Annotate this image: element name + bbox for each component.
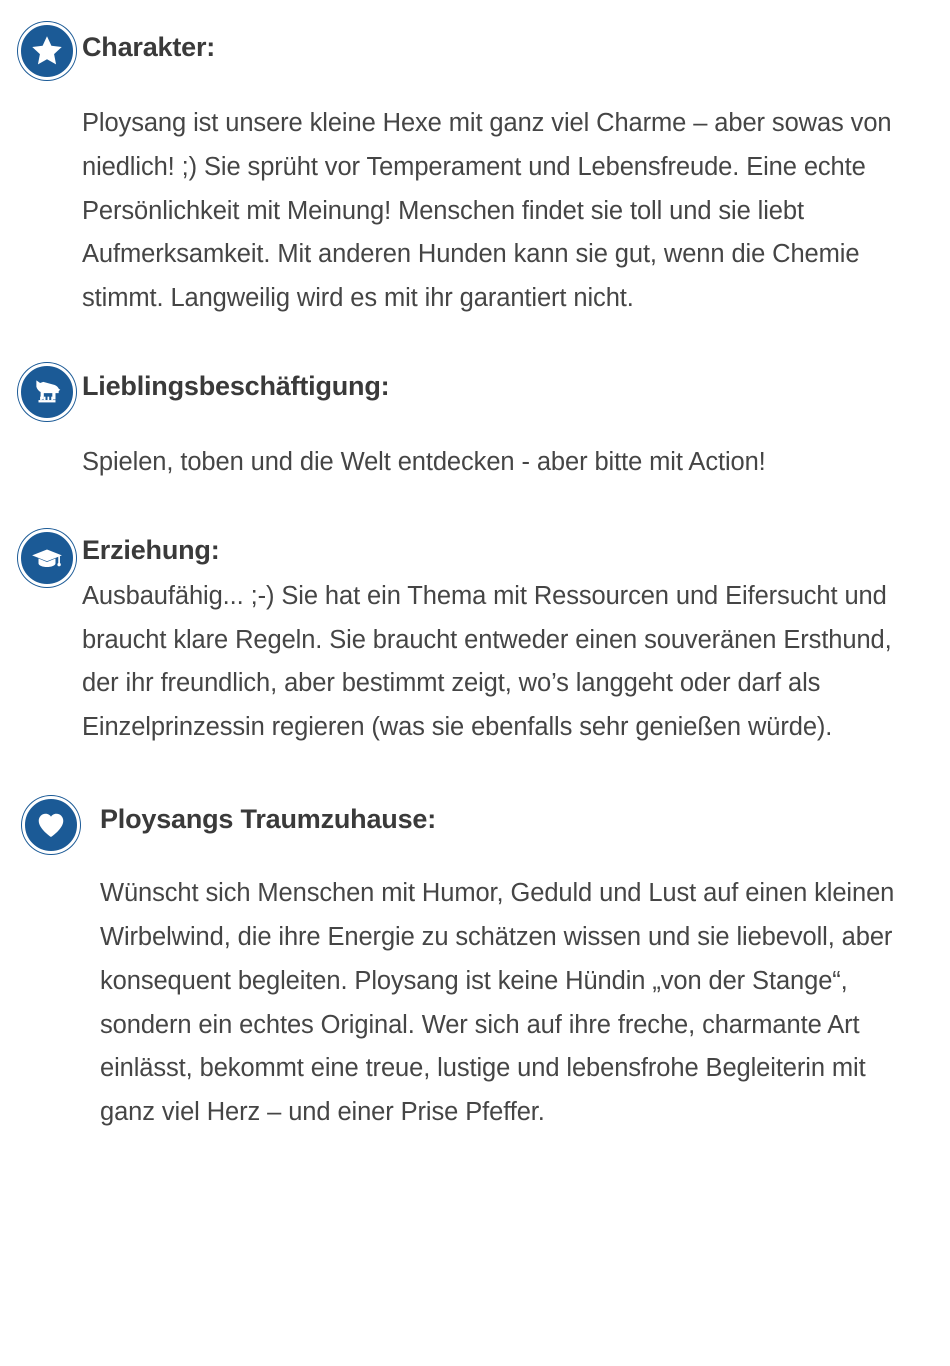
heart-icon [35, 809, 67, 841]
content-column [82, 22, 910, 321]
section-heading: Erziehung: [82, 534, 220, 565]
content-column [86, 796, 910, 1135]
dog-badge [18, 363, 76, 421]
icon-column [18, 363, 82, 421]
section-body: Wünscht sich Menschen mit Humor, Geduld und Lust auf einen kleinen Wirbelwind, die ihre Energie zu schätzen wissen und sie liebevoll, aber konsequent begleiten. Ploysang ist keine Hündin „von der Stange“, sondern ein echtes Original. Wer sich auf ihre freche, charmante Art einlässt, bekommt eine treue, lustige und lebensfrohe Begleiterin mit ganz viel Herz – und einer Prise Pfeffer. [100, 879, 895, 1127]
document-page [0, 22, 950, 1366]
icon-column [18, 796, 86, 854]
dog-icon [30, 375, 64, 409]
section-traumzuhause [0, 796, 950, 1135]
section-heading: Charakter: [82, 32, 216, 62]
section-body: Spielen, toben und die Welt entdecken - aber bitte mit Action! [82, 448, 766, 477]
icon-column [18, 529, 82, 587]
content-column [82, 363, 910, 485]
content-column [82, 529, 910, 750]
star-icon [30, 34, 64, 68]
graduation-cap-icon [30, 541, 64, 575]
section-heading: Ploysangs Traumzuhause: [100, 804, 436, 835]
graduation-cap-badge [18, 529, 76, 587]
section-charakter [0, 22, 950, 321]
section-erziehung [0, 529, 950, 750]
star-badge [18, 22, 76, 80]
section-lieblingsbeschaeftigung [0, 363, 950, 485]
section-body: Ploysang ist unsere kleine Hexe mit ganz viel Charme – aber sowas von niedlich! ;) Sie sprüht vor Temperament und Lebensfreude. Eine echte Persönlichkeit mit Meinung! Menschen findet sie toll und sie liebt Aufmerksamkeit. Mit anderen Hunden kann sie gut, wenn die Chemie stimmt. Langweilig wird es mit ihr garantiert nicht. [82, 108, 892, 313]
section-heading: Lieblingsbeschäftigung: [82, 371, 390, 402]
icon-column [18, 22, 82, 80]
heart-badge [22, 796, 80, 854]
section-body: Ausbaufähig... ;-) Sie hat ein Thema mit Ressourcen und Eifersucht und braucht klare Regeln. Sie braucht entweder einen souveränen Ersthund, der ihr freundlich, aber bestimmt zeigt, wo’s langgeht oder darf als Einzelprinzessin regieren (was sie ebenfalls sehr genießen würde). [82, 581, 892, 742]
